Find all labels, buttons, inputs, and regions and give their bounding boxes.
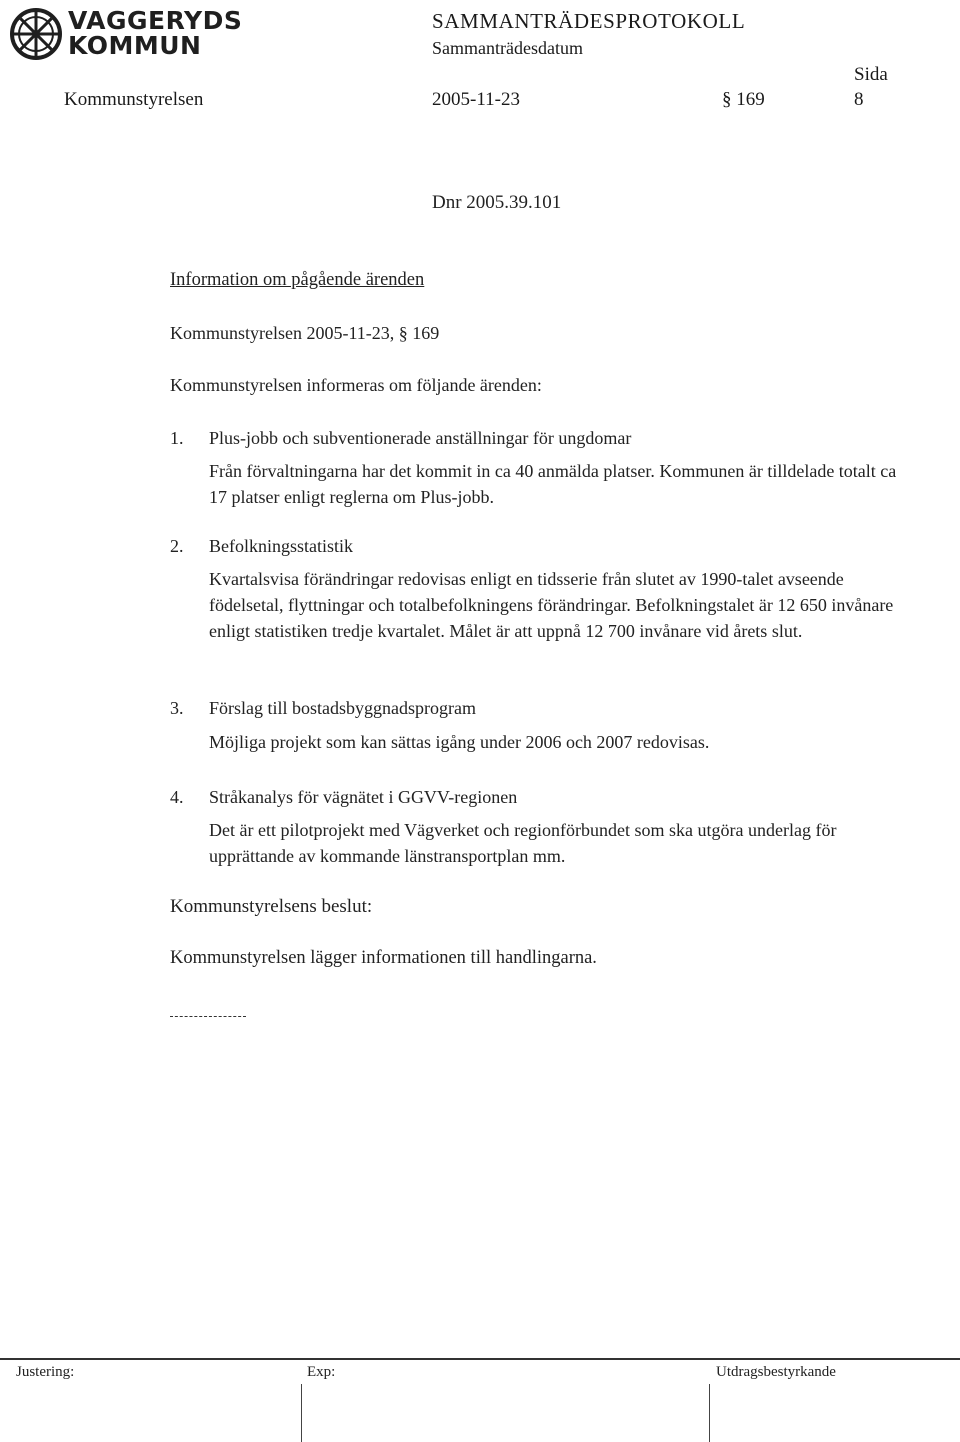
decision-heading: Kommunstyrelsens beslut: — [170, 896, 373, 917]
logo-wordmark — [68, 8, 242, 58]
municipality-logo — [10, 6, 243, 62]
item-title: Stråkanalys för vägnätet i GGVV-regionen — [209, 787, 518, 807]
footer-utdrag-label: Utdragsbestyrkande — [716, 1364, 836, 1380]
board-name: Kommunstyrelsen — [64, 89, 204, 110]
diary-number: Dnr 2005.39.101 — [432, 192, 562, 213]
footer-column-divider — [709, 1384, 710, 1442]
meeting-date: 2005-11-23 — [432, 89, 520, 110]
logo-line-1: VAGGERYDS — [68, 6, 243, 35]
wheel-emblem-icon — [10, 8, 62, 60]
item-body: Det är ett pilotprojekt med Vägverket och regionförbundet som ska utgöra underlag för upprättande av kommande länstransportplan mm. — [209, 820, 837, 866]
footer-exp-label: Exp: — [307, 1364, 336, 1380]
footer-divider — [0, 1358, 960, 1360]
footer-column-divider — [301, 1384, 302, 1442]
item-body: Från förvaltningarna har det kommit in ca 40 anmälda platser. Kommunen är tilldelade totalt ca 17 platser enligt reglerna om Plus-jobb. — [209, 461, 897, 507]
footer-justering-label: Justering: — [16, 1364, 75, 1380]
item-number: 2. — [170, 536, 184, 556]
reference-line: Kommunstyrelsen 2005-11-23, § 169 — [170, 323, 440, 343]
item-body: Möjliga projekt som kan sättas igång under 2006 och 2007 redovisas. — [209, 732, 710, 752]
paragraph-number: § 169 — [722, 89, 765, 110]
item-number: 4. — [170, 787, 184, 807]
item-number: 1. — [170, 428, 184, 448]
intro-text: Kommunstyrelsen informeras om följande ärenden: — [170, 375, 542, 395]
document-title: SAMMANTRÄDESPROTOKOLL — [432, 9, 746, 33]
item-body: Kvartalsvisa förändringar redovisas enligt en tidsserie från slutet av 1990-talet avseende födelsetal, flyttningar och totalbefolkningens förändringar. Befolkningstalet är 12 650 invånare enligt statistiken tredje kvartalet. Målet är att uppnå 12 700 invånare vid årets slut. — [209, 569, 894, 641]
subject-heading: Information om pågående ärenden — [170, 270, 425, 290]
meeting-date-label: Sammanträdesdatum — [432, 38, 583, 58]
decision-text: Kommunstyrelsen lägger informationen till handlingarna. — [170, 948, 597, 968]
logo-line-2: KOMMUN — [68, 31, 202, 60]
item-number: 3. — [170, 698, 184, 718]
item-title: Befolkningsstatistik — [209, 536, 353, 556]
item-title: Plus-jobb och subventionerade anställningar för ungdomar — [209, 428, 632, 448]
page-number: 8 — [854, 89, 864, 110]
closing-divider — [170, 1016, 246, 1017]
item-title: Förslag till bostadsbyggnadsprogram — [209, 698, 476, 718]
page-label: Sida — [854, 64, 888, 85]
